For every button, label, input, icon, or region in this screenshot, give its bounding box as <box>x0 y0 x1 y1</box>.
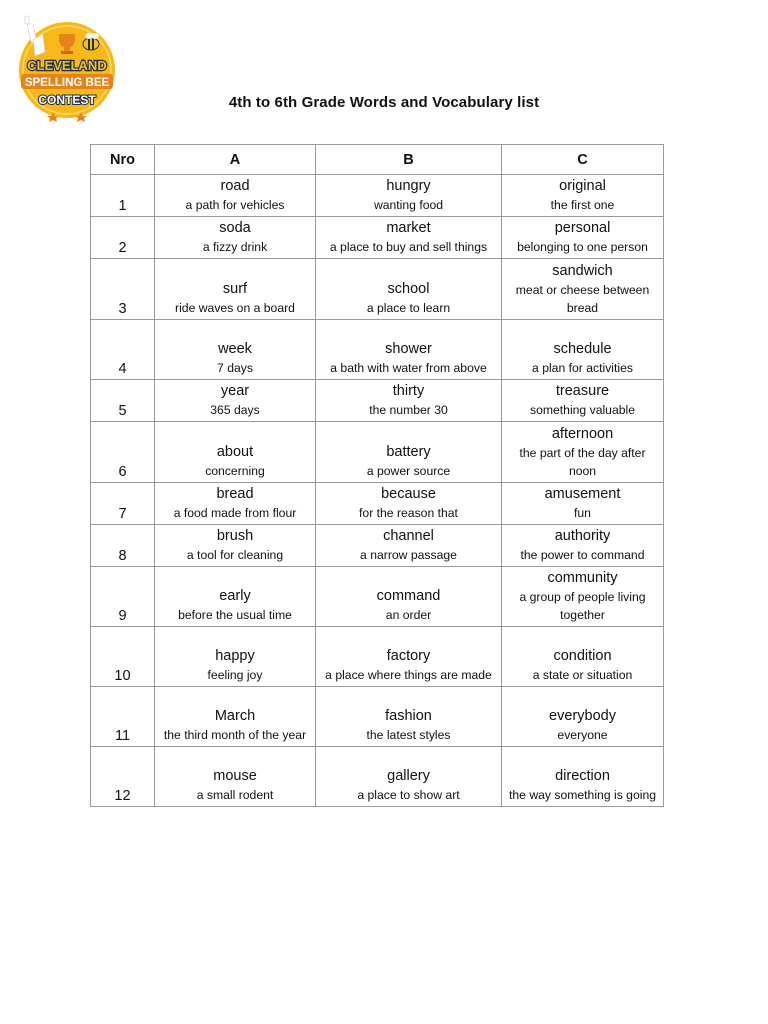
header-a: A <box>155 145 316 175</box>
cell-c <box>502 380 664 422</box>
cell-b <box>316 687 502 747</box>
cell-c <box>502 525 664 567</box>
word: early <box>219 588 251 604</box>
cell-a <box>155 422 316 483</box>
cell-b <box>316 217 502 259</box>
cell-c <box>502 175 664 217</box>
word: original <box>559 178 606 194</box>
header-b: B <box>316 145 502 175</box>
definition: the way something is going <box>508 788 656 802</box>
cell-c <box>502 687 664 747</box>
word: sandwich <box>552 263 613 279</box>
definition: wanting food <box>373 198 444 212</box>
definition: the number 30 <box>369 403 448 417</box>
table-row <box>91 259 664 320</box>
cell-a <box>155 687 316 747</box>
definition: 365 days <box>210 403 260 417</box>
definition: meat or cheese between bread <box>515 283 650 315</box>
word: bread <box>216 486 254 502</box>
cell-b <box>316 483 502 525</box>
table-row <box>91 483 664 525</box>
definition: a small rodent <box>196 788 274 802</box>
word: amusement <box>544 486 621 502</box>
definition: before the usual time <box>178 608 292 622</box>
row-number: 9 <box>91 567 155 627</box>
word: direction <box>555 768 610 784</box>
definition: the power to command <box>520 548 645 562</box>
definition: concerning <box>205 464 265 478</box>
word: market <box>386 220 431 236</box>
word: March <box>214 708 256 724</box>
row-number: 11 <box>91 687 155 747</box>
cell-a <box>155 380 316 422</box>
table-row <box>91 627 664 687</box>
logo-text-line3: CONTEST <box>38 93 96 107</box>
row-number: 10 <box>91 627 155 687</box>
word: channel <box>383 528 434 544</box>
word: everybody <box>549 708 616 724</box>
word: factory <box>386 648 431 664</box>
cell-b <box>316 627 502 687</box>
word: about <box>216 444 254 460</box>
cell-b <box>316 320 502 380</box>
definition: fun <box>574 506 591 520</box>
word: battery <box>386 444 431 460</box>
definition: a power source <box>366 464 451 478</box>
definition: a place to buy and sell things <box>329 240 488 254</box>
definition: everyone <box>557 728 608 742</box>
definition: an order <box>385 608 432 622</box>
word: mouse <box>213 768 257 784</box>
definition: a fizzy drink <box>202 240 268 254</box>
word: year <box>220 383 250 399</box>
definition: a food made from flour <box>173 506 297 520</box>
definition: a state or situation <box>532 668 633 682</box>
cell-c <box>502 627 664 687</box>
definition: the third month of the year <box>163 728 307 742</box>
definition: something valuable <box>529 403 636 417</box>
word: condition <box>553 648 612 664</box>
cell-a <box>155 217 316 259</box>
word: soda <box>219 220 251 236</box>
table-row <box>91 320 664 380</box>
cell-a <box>155 483 316 525</box>
word: brush <box>216 528 254 544</box>
cell-a <box>155 320 316 380</box>
row-number: 6 <box>91 422 155 483</box>
word: happy <box>215 648 255 664</box>
cell-b <box>316 567 502 627</box>
word: school <box>387 281 430 297</box>
cell-c <box>502 567 664 627</box>
word: shower <box>385 341 432 357</box>
definition: the latest styles <box>366 728 451 742</box>
word: surf <box>222 281 248 297</box>
word: fashion <box>385 708 432 724</box>
cell-c <box>502 217 664 259</box>
definition: a place to learn <box>366 301 451 315</box>
cell-a <box>155 175 316 217</box>
row-number: 7 <box>91 483 155 525</box>
word: community <box>547 570 618 586</box>
cell-a <box>155 747 316 807</box>
header-c: C <box>502 145 664 175</box>
word: command <box>376 588 441 604</box>
cell-a <box>155 259 316 320</box>
word: hungry <box>386 178 431 194</box>
table-row <box>91 525 664 567</box>
row-number: 2 <box>91 217 155 259</box>
header-nro: Nro <box>91 145 155 175</box>
definition: a narrow passage <box>360 548 457 562</box>
word: schedule <box>553 341 612 357</box>
logo-text-line1: CLEVELAND <box>27 58 107 73</box>
definition: belonging to one person <box>517 240 648 254</box>
definition: a tool for cleaning <box>186 548 284 562</box>
cell-c <box>502 747 664 807</box>
row-number: 3 <box>91 259 155 320</box>
word: personal <box>554 220 611 236</box>
word: thirty <box>392 383 425 399</box>
word: authority <box>554 528 611 544</box>
definition: a path for vehicles <box>185 198 285 212</box>
table-row <box>91 422 664 483</box>
definition: a plan for activities <box>532 361 633 375</box>
cell-b <box>316 525 502 567</box>
page-title: 4th to 6th Grade Words and Vocabulary list <box>228 94 540 111</box>
table-row <box>91 380 664 422</box>
cell-b <box>316 747 502 807</box>
bee-icon <box>83 33 99 50</box>
vocabulary-table <box>90 144 664 807</box>
cell-b <box>316 422 502 483</box>
word: gallery <box>387 768 430 784</box>
cell-a <box>155 567 316 627</box>
definition: ride waves on a board <box>175 301 295 315</box>
word: road <box>220 178 250 194</box>
definition: the part of the day after noon <box>519 446 646 478</box>
cell-c <box>502 259 664 320</box>
table-row <box>91 175 664 217</box>
table-row <box>91 687 664 747</box>
definition: for the reason that <box>359 506 458 520</box>
table-header-row <box>91 145 664 175</box>
table-row <box>91 567 664 627</box>
cell-b <box>316 175 502 217</box>
row-number: 1 <box>91 175 155 217</box>
row-number: 8 <box>91 525 155 567</box>
definition: a group of people living together <box>519 590 646 622</box>
definition: 7 days <box>217 361 253 375</box>
definition: a bath with water from above <box>330 361 487 375</box>
cell-a <box>155 627 316 687</box>
logo-text-line2: SPELLING BEE <box>24 77 110 89</box>
word: treasure <box>555 383 610 399</box>
row-number: 12 <box>91 747 155 807</box>
row-number: 4 <box>91 320 155 380</box>
table-row <box>91 747 664 807</box>
definition: a place where things are made <box>325 668 492 682</box>
cell-c <box>502 483 664 525</box>
definition: a place to show art <box>357 788 460 802</box>
cell-c <box>502 320 664 380</box>
cell-a <box>155 525 316 567</box>
row-number: 5 <box>91 380 155 422</box>
word: week <box>218 341 252 357</box>
cell-b <box>316 380 502 422</box>
cell-b <box>316 259 502 320</box>
trophy-icon <box>59 34 75 54</box>
definition: feeling joy <box>207 668 263 682</box>
word: because <box>381 486 436 502</box>
cell-c <box>502 422 664 483</box>
word: afternoon <box>551 426 614 442</box>
table-row <box>91 217 664 259</box>
definition: the first one <box>550 198 615 212</box>
